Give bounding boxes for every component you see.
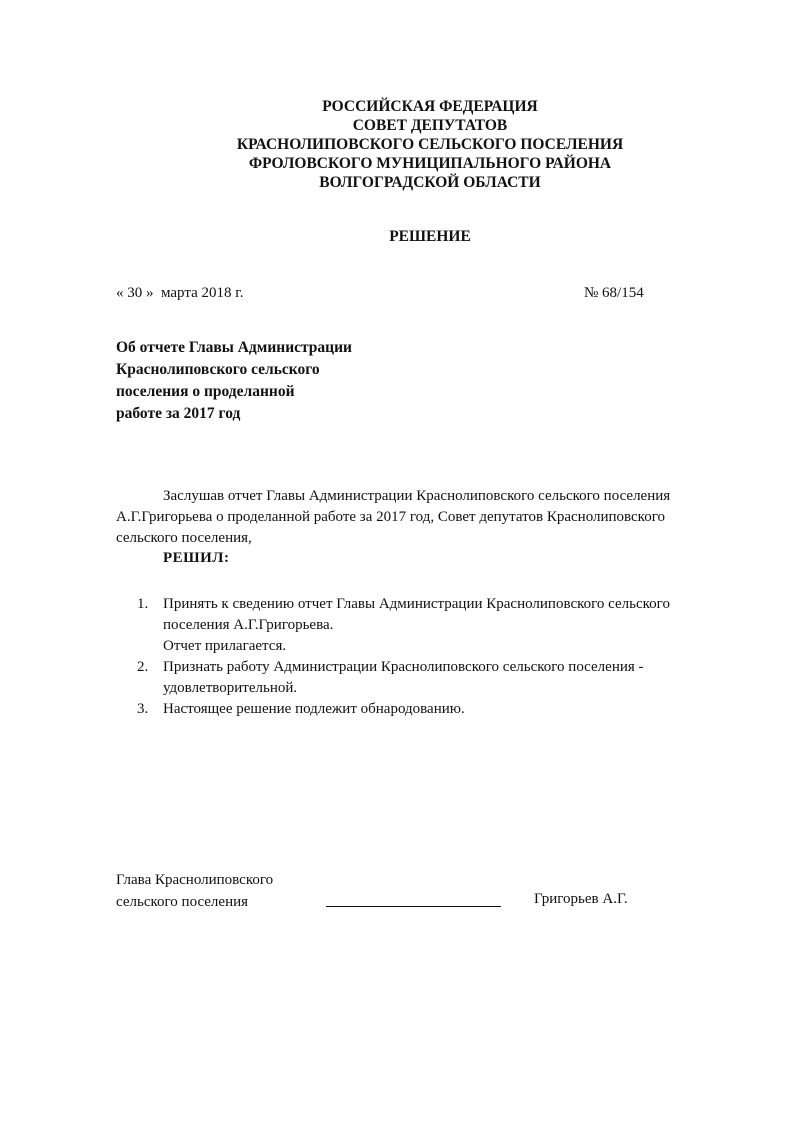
header-line-council: СОВЕТ ДЕПУТАТОВ: [352, 117, 508, 134]
document-header: [0, 97, 800, 192]
signature-position-line: сельского поселения: [116, 894, 249, 910]
list-item: [137, 657, 670, 699]
document-number: № 68/154: [584, 285, 644, 301]
list-item-number: 1.: [137, 596, 149, 612]
list-item-number: 2.: [137, 659, 149, 675]
list-item: [137, 699, 670, 720]
document-subject: [116, 337, 352, 425]
preamble-line: сельского поселения,: [116, 530, 252, 546]
list-item-line: удовлетворительной.: [163, 680, 298, 696]
signature-position-line: Глава Краснолиповского: [116, 872, 274, 888]
document-title: РЕШЕНИЕ: [389, 228, 471, 245]
header-line-district: ФРОЛОВСКОГО МУНИЦИПАЛЬНОГО РАЙОНА: [248, 155, 612, 172]
subject-line: поселения о проделанной: [116, 383, 295, 400]
list-item-body: [163, 699, 465, 720]
list-item-number: 3.: [137, 701, 149, 717]
subject-line: Об отчете Главы Администрации: [116, 339, 352, 356]
list-item-body: [163, 594, 670, 657]
header-line-settlement: КРАСНОЛИПОВСКОГО СЕЛЬСКОГО ПОСЕЛЕНИЯ: [236, 136, 624, 153]
preamble-line: Заслушав отчет Главы Администрации Краснолиповского сельского поселения: [163, 488, 671, 504]
signatory-name: Григорьев А.Г.: [534, 891, 628, 907]
subject-line: работе за 2017 год: [116, 405, 241, 422]
header-line-country: РОССИЙСКАЯ ФЕДЕРАЦИЯ: [322, 98, 538, 115]
list-item-line: Отчет прилагается.: [163, 638, 287, 654]
list-item-line: Настоящее решение подлежит обнародованию.: [163, 701, 465, 717]
list-item-line: поселения А.Г.Григорьева.: [163, 617, 334, 633]
preamble-line: А.Г.Григорьева о проделанной работе за 2017 год, Совет депутатов Краснолиповского: [116, 509, 665, 525]
header-line-region: ВОЛГОГРАДСКОЙ ОБЛАСТИ: [319, 174, 541, 191]
signature-position: [116, 869, 273, 913]
list-item-line: Признать работу Администрации Краснолиповского сельского поселения -: [163, 659, 644, 675]
resolved-label: РЕШИЛ:: [163, 550, 230, 566]
decision-list: [137, 594, 670, 720]
subject-line: Краснолиповского сельского: [116, 361, 320, 378]
list-item-body: [163, 657, 644, 699]
document-date: « 30 » марта 2018 г.: [116, 285, 244, 301]
list-item-line: Принять к сведению отчет Главы Администрации Краснолиповского сельского: [163, 596, 670, 612]
signature-line: [326, 906, 501, 907]
preamble-paragraph: [116, 486, 716, 549]
list-item: [137, 594, 670, 657]
